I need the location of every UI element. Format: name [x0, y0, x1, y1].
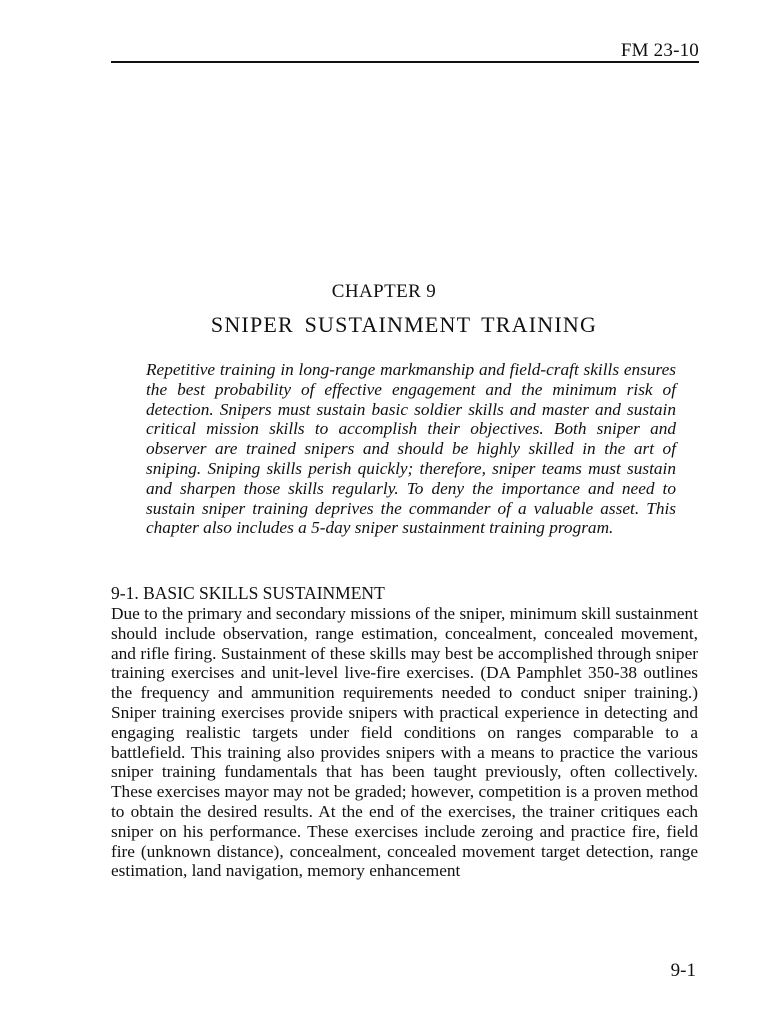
section-heading: 9-1. BASIC SKILLS SUSTAINMENT: [111, 583, 385, 603]
intro-paragraph: Repetitive training in long-range markmanship and field-craft skills ensures the best probability of effective engagement and the minimum risk of detection. Snipers must sustain basic soldier skills and master and sustain critical mission skills to accomplish their objectives. Both sniper and observer are trained snipers and should be highly skilled in the art of sniping. Sniping skills perish quickly; therefore, sniper teams must sustain and sharpen those skills regularly. To deny the importance and need to sustain sniper training deprives the commander of a valuable asset. This chapter also includes a 5-day sniper sustainment training program.: [146, 360, 676, 538]
manual-id: FM 23-10: [620, 40, 699, 61]
section-body: Due to the primary and secondary missions of the sniper, minimum skill sustainment should include observation, range estimation, concealment, concealed movement, and rifle firing. Sustainment of these skills may best be accomplished through sniper training exercises and unit-level live-fire exercises. (DA Pamphlet 350-38 outlines the frequency and ammunition requirements needed to conduct sniper training.) Sniper training exercises provide snipers with practical experience in detecting and engaging realistic targets under field conditions on ranges comparable to a battlefield. This training also provides snipers with a means to practice the various sniper training fundamentals that has been taught previously, often collectively. These exercises mayor may not be graded; however, competition is a proven method to obtain the desired results. At the end of the exercises, the trainer critiques each sniper on his performance. These exercises include zeroing and practice fire, field fire (unknown distance), concealment, concealed movement target detection, range estimation, land navigation, memory enhancement: [111, 604, 698, 881]
chapter-number: CHAPTER 9: [331, 281, 437, 302]
chapter-title: SNIPER SUSTAINMENT TRAINING: [210, 312, 598, 337]
header-rule: [111, 61, 699, 63]
page-number: 9-1: [670, 960, 696, 981]
